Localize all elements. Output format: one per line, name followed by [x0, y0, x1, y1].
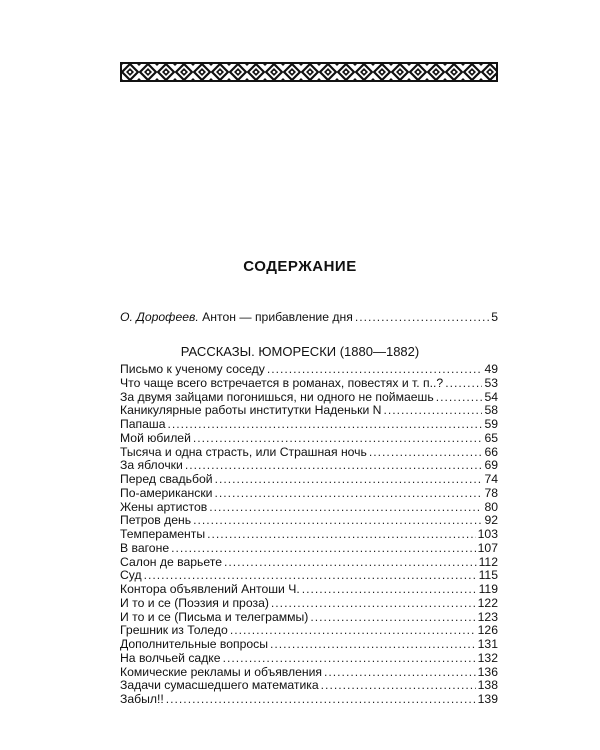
page-number: 49 — [484, 362, 498, 376]
entry-title: Петров день — [120, 513, 192, 528]
toc-entry — [120, 362, 498, 376]
dot-leader — [209, 500, 482, 514]
page-number: 5 — [491, 310, 498, 324]
toc-entry — [120, 527, 498, 541]
entry-title: Жены артистов — [120, 499, 208, 514]
toc-entry — [120, 445, 498, 459]
entry-title: Задачи сумасшедшего математика — [120, 678, 319, 693]
dot-leader — [383, 403, 482, 417]
dot-leader — [369, 445, 483, 459]
toc-entry — [120, 486, 498, 500]
page-number: 122 — [477, 595, 498, 610]
entry-title: И то и се (Письма и телеграммы) — [120, 609, 309, 624]
dot-leader — [355, 310, 489, 324]
decorative-ornament-band — [120, 62, 498, 82]
toc-entry — [120, 513, 498, 527]
toc-entry — [120, 500, 498, 514]
page-number: 74 — [484, 472, 498, 486]
entry-title: Папаша — [120, 417, 166, 431]
entry-title: Комические рекламы и объявления — [120, 664, 323, 679]
entry-title: Что чаще всего встречается в романах, повестях и т. п..? — [120, 375, 444, 390]
toc-entry — [120, 390, 498, 404]
dot-leader — [144, 568, 477, 582]
dot-leader — [167, 417, 482, 431]
toc-entry — [120, 555, 498, 569]
dot-leader — [270, 637, 476, 651]
dot-leader — [224, 555, 477, 569]
page-number: 58 — [484, 403, 498, 418]
toc-entry-intro — [120, 310, 498, 324]
toc-entry — [120, 582, 498, 596]
page-number: 132 — [477, 650, 498, 665]
page-number: 115 — [478, 568, 498, 583]
dot-leader — [171, 541, 476, 555]
dot-leader — [445, 376, 482, 390]
toc-entry — [120, 623, 498, 637]
dot-leader — [166, 692, 476, 706]
dot-leader — [230, 623, 476, 637]
entry-title: И то и се (Поэзия и проза) — [120, 595, 269, 610]
toc-entry — [120, 458, 498, 472]
dot-leader — [223, 651, 476, 665]
dot-leader — [215, 472, 483, 486]
entry-title: На волчьей садке — [120, 650, 221, 665]
page-number: 139 — [477, 692, 498, 706]
page-number: 138 — [477, 678, 498, 693]
page-number: 80 — [484, 499, 498, 514]
dot-leader — [271, 596, 476, 610]
entry-title: Забыл!! — [120, 692, 164, 706]
dot-leader — [436, 390, 483, 404]
dot-leader — [310, 610, 475, 624]
dot-leader — [302, 582, 477, 596]
entry-title: Грешник из Толедо — [120, 623, 228, 638]
toc-entry — [120, 596, 498, 610]
toc-entry — [120, 541, 498, 555]
page-title: СОДЕРЖАНИЕ — [243, 258, 357, 275]
entry-title: Суд — [120, 568, 142, 583]
page-number: 59 — [484, 417, 498, 431]
page-number: 53 — [484, 375, 498, 390]
toc-entry — [120, 610, 498, 624]
dot-leader — [193, 431, 483, 445]
toc-entry — [120, 651, 498, 665]
page-number: 131 — [477, 637, 498, 651]
page-number: 78 — [484, 485, 498, 500]
page-number: 119 — [478, 582, 498, 596]
toc-entry — [120, 637, 498, 651]
dot-leader — [185, 458, 483, 472]
toc-entry — [120, 376, 498, 390]
entry-title: За яблочки — [120, 458, 183, 473]
toc-entry — [120, 431, 498, 445]
page-number: 103 — [477, 527, 498, 541]
page-number: 66 — [484, 444, 498, 459]
entry-title: За двумя зайцами погонишься, ни одного не поймаешь — [120, 389, 434, 404]
page-number: 54 — [484, 389, 498, 404]
dot-leader — [324, 665, 476, 679]
toc-entry — [120, 692, 498, 706]
page-number: 107 — [477, 540, 498, 555]
toc-entry — [120, 472, 498, 486]
intro-author: О. Дорофеев. — [120, 310, 199, 324]
section-heading: РАССКАЗЫ. ЮМОРЕСКИ (1880—1882) — [180, 344, 420, 359]
page-number: 123 — [477, 609, 498, 624]
toc-entry — [120, 568, 498, 582]
toc-entry — [120, 417, 498, 431]
entry-title: Письмо к ученому соседу — [120, 362, 265, 376]
toc-entry — [120, 403, 498, 417]
entry-title: Перед свадьбой — [120, 472, 213, 486]
entry-title: Каникулярные работы институтки Наденьки N — [120, 403, 382, 418]
dot-leader — [267, 362, 483, 376]
toc-entry — [120, 678, 498, 692]
dot-leader — [214, 486, 482, 500]
entry-title: Контора объявлений Антоши Ч. — [120, 582, 300, 596]
page-number: 69 — [484, 458, 498, 473]
entry-title: Салон де варьете — [120, 554, 222, 569]
entry-title: Темпераменты — [120, 527, 206, 541]
entry-title: В вагоне — [120, 540, 170, 555]
toc-entry — [120, 665, 498, 679]
entry-title: Дополнительные вопросы — [120, 637, 268, 651]
dot-leader — [193, 513, 482, 527]
entry-title: По-американски — [120, 485, 213, 500]
intro-title: Антон — прибавление дня — [198, 310, 353, 324]
page-number: 65 — [484, 430, 498, 445]
page-number: 126 — [477, 623, 498, 638]
entry-title: Тысяча и одна страсть, или Страшная ночь — [120, 444, 367, 459]
dot-leader — [207, 527, 476, 541]
page-number: 92 — [484, 513, 498, 528]
dot-leader — [321, 678, 476, 692]
page-number: 112 — [478, 554, 498, 569]
entry-title: Мой юбилей — [120, 430, 191, 445]
page-number: 136 — [477, 664, 498, 679]
